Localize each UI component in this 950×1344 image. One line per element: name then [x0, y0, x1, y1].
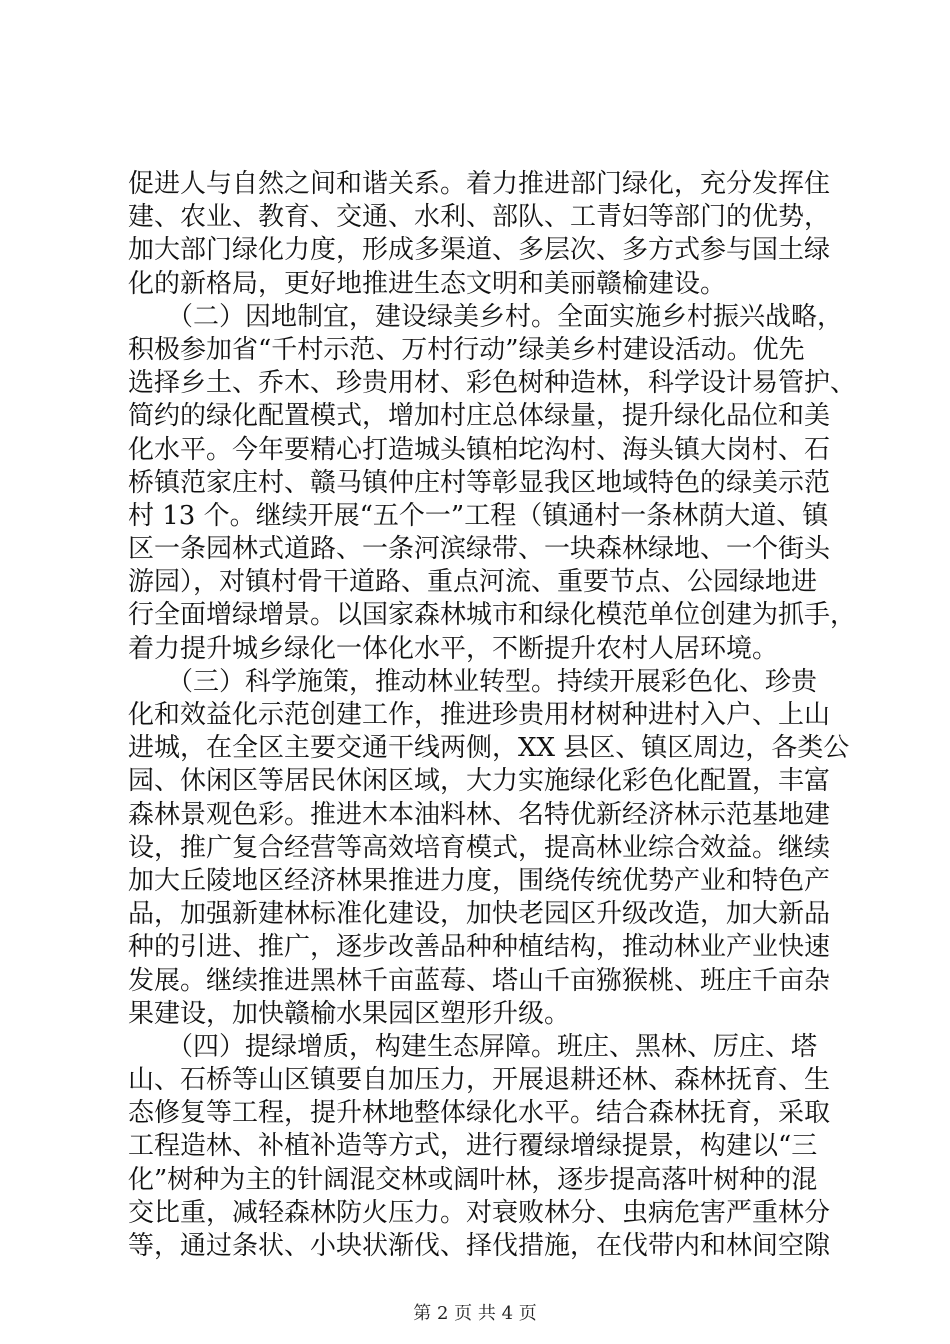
- text-line: 山、石桥等山区镇要自加压力，开展退耕还林、森林抚育、生: [128, 1065, 831, 1096]
- text-line: （二）因地制宜，建设绿美乡村。全面实施乡村振兴战略，: [128, 301, 844, 332]
- text-line: 建、农业、教育、交通、水利、部队、工青妇等部门的优势，: [128, 202, 831, 233]
- text-line: 园、休闲区等居民休闲区域，大力实施绿化彩色化配置，丰富: [128, 766, 831, 797]
- text-line: 促进人与自然之间和谐关系。着力推进部门绿化，充分发挥住: [128, 169, 831, 199]
- text-line: 简约的绿化配置模式，增加村庄总体绿量，提升绿化品位和美: [128, 401, 831, 432]
- text-line: （四）提绿增质，构建生态屏障。班庄、黑林、厉庄、塔: [128, 1031, 818, 1062]
- text-line: 发展。继续推进黑林千亩蓝莓、塔山千亩猕猴桃、班庄千亩杂: [128, 965, 831, 996]
- text-line: 设，推广复合经营等高效培育模式，提高林业综合效益。继续: [128, 832, 831, 863]
- text-line: 加大部门绿化力度，形成多渠道、多层次、多方式参与国土绿: [128, 235, 831, 266]
- text-line: （三）科学施策，推动林业转型。持续开展彩色化、珍贵: [128, 666, 818, 697]
- text-line: 交比重，减轻森林防火压力。对衰败林分、虫病危害严重林分: [128, 1197, 831, 1228]
- text-line: 进城，在全区主要交通干线两侧，XX 县区、镇区周边，各类公: [128, 733, 850, 764]
- body-text: [128, 168, 857, 1263]
- text-line: 游园），对镇村骨干道路、重点河流、重要节点、公园绿地进: [128, 567, 818, 598]
- text-line: 态修复等工程，提升林地整体绿化水平。结合森林抚育，采取: [128, 1098, 831, 1129]
- text-line: 化水平。今年要精心打造城头镇柏坨沟村、海头镇大岗村、石: [128, 434, 831, 465]
- text-line: 桥镇范家庄村、赣马镇仲庄村等彰显我区地域特色的绿美示范: [128, 467, 831, 498]
- text-line: 积极参加省“千村示范、万村行动”绿美乡村建设活动。优先: [128, 334, 805, 365]
- text-line: 果建设，加快赣榆水果园区塑形升级。: [128, 998, 571, 1029]
- text-line: 种的引进、推广，逐步改善品种种植结构，推动林业产业快速: [128, 932, 831, 963]
- text-line: 选择乡土、乔木、珍贵用材、彩色树种造林，科学设计易管护、: [128, 368, 857, 399]
- text-line: 行全面增绿增景。以国家森林城市和绿化模范单位创建为抓手，: [128, 600, 857, 631]
- page-footer: 第 2 页 共 4 页: [413, 1303, 537, 1324]
- text-line: 化”树种为主的针阔混交林或阔叶林，逐步提高落叶树种的混: [128, 1164, 818, 1195]
- text-line: 等，通过条状、小块状渐伐、择伐措施，在伐带内和林间空隙: [128, 1231, 831, 1261]
- text-line: 化和效益化示范创建工作，推进珍贵用材树种进村入户、上山: [128, 700, 831, 730]
- text-line: 着力提升城乡绿化一体化水平，不断提升农村人居环境。: [128, 633, 779, 664]
- text-line: 化的新格局，更好地推进生态文明和美丽赣榆建设。: [128, 268, 727, 299]
- text-line: 工程造林、补植补造等方式，进行覆绿增绿提景，构建以“三: [128, 1131, 818, 1162]
- text-line: 区一条园林式道路、一条河滨绿带、一块森林绿地、一个街头: [128, 534, 831, 565]
- text-line: 品，加强新建林标准化建设，加快老园区升级改造，加大新品: [128, 899, 831, 930]
- text-line: 森林景观色彩。推进木本油料林、名特优新经济林示范基地建: [128, 799, 831, 830]
- text-line: 加大丘陵地区经济林果推进力度，围绕传统优势产业和特色产: [128, 865, 831, 896]
- text-line: 村 13 个。继续开展“五个一”工程（镇通村一条林荫大道、镇: [128, 500, 829, 531]
